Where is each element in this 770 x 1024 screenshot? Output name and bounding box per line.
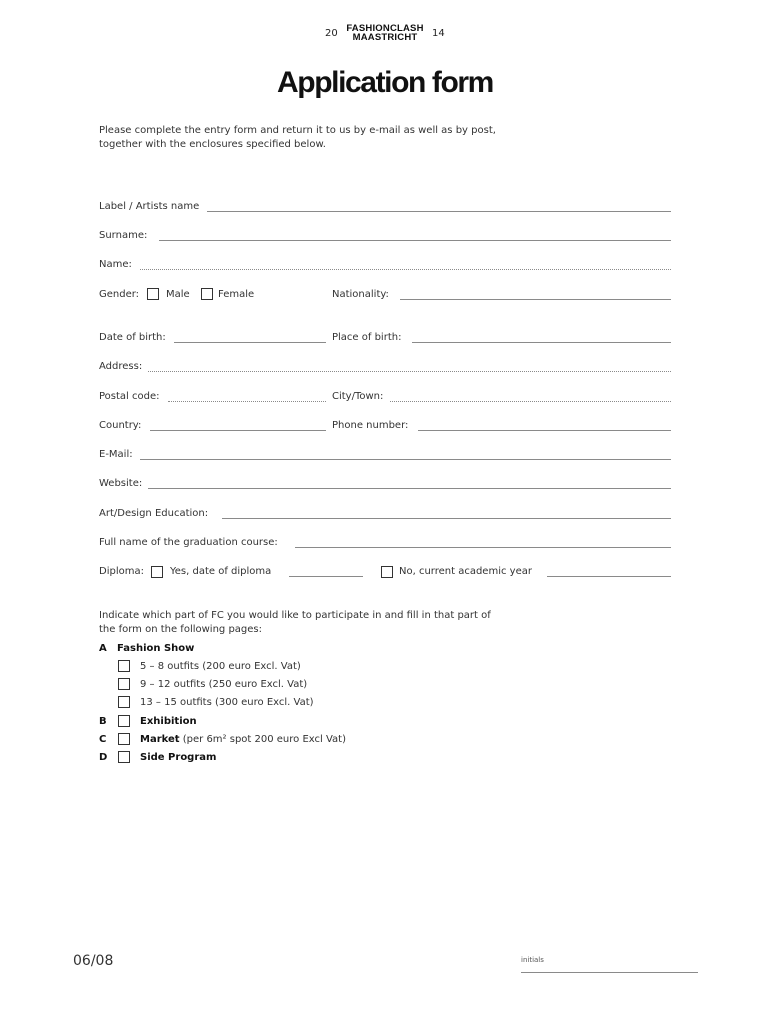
fashion-show-opt2-checkbox[interactable]	[118, 678, 130, 690]
option-b-letter: B	[99, 716, 107, 727]
art-design-education-field[interactable]	[222, 518, 671, 519]
participation-intro	[99, 609, 491, 637]
page-title: Application form	[277, 66, 493, 99]
option-a-letter: A	[99, 643, 107, 654]
fashion-show-opt3-label: 13 – 15 outfits (300 euro Excl. Vat)	[140, 697, 314, 708]
male-label: Male	[166, 289, 190, 300]
exhibition-label: Exhibition	[140, 716, 197, 727]
option-d-letter: D	[99, 752, 108, 763]
exhibition-checkbox[interactable]	[118, 715, 130, 727]
fashion-show-opt1-label: 5 – 8 outfits (200 euro Excl. Vat)	[140, 661, 301, 672]
male-checkbox[interactable]	[147, 288, 159, 300]
name-field[interactable]	[140, 269, 671, 270]
intro-line2: together with the enclosures specified below.	[99, 139, 326, 150]
nationality-field[interactable]	[400, 299, 671, 300]
market-detail: (per 6m² spot 200 euro Excl Vat)	[179, 734, 346, 745]
country-field[interactable]	[150, 430, 326, 431]
logo	[345, 24, 425, 42]
website-label: Website:	[99, 478, 143, 489]
art-design-education-label: Art/Design Education:	[99, 508, 209, 519]
postal-code-label: Postal code:	[99, 391, 160, 402]
address-label: Address:	[99, 361, 143, 372]
gender-label: Gender:	[99, 289, 140, 300]
phone-number-field[interactable]	[418, 430, 671, 431]
participation-intro-line1: Indicate which part of FC you would like to participate in and fill in that part of	[99, 610, 491, 621]
graduation-course-label: Full name of the graduation course:	[99, 537, 278, 548]
place-of-birth-label: Place of birth:	[332, 332, 402, 343]
address-field[interactable]	[148, 371, 671, 372]
diploma-no-checkbox[interactable]	[381, 566, 393, 578]
place-of-birth-field[interactable]	[412, 342, 671, 343]
option-c-letter: C	[99, 734, 107, 745]
surname-field[interactable]	[159, 240, 671, 241]
page-number: 06/08	[73, 953, 114, 969]
market-checkbox[interactable]	[118, 733, 130, 745]
participation-intro-line2: the form on the following pages:	[99, 624, 262, 635]
female-checkbox[interactable]	[201, 288, 213, 300]
website-field[interactable]	[148, 488, 671, 489]
city-town-field[interactable]	[390, 401, 671, 402]
graduation-course-field[interactable]	[295, 547, 671, 548]
intro-text	[99, 124, 496, 152]
diploma-label: Diploma:	[99, 566, 144, 577]
initials-field[interactable]	[521, 972, 698, 973]
logo-year-left: 20	[325, 28, 338, 39]
diploma-date-field[interactable]	[289, 576, 363, 577]
side-program-label: Side Program	[140, 752, 217, 763]
surname-label: Surname:	[99, 230, 148, 241]
female-label: Female	[218, 289, 255, 300]
diploma-yes-label: Yes, date of diploma	[170, 566, 272, 577]
fashion-show-opt2-label: 9 – 12 outfits (250 euro Excl. Vat)	[140, 679, 308, 690]
initials-label: initials	[521, 956, 544, 964]
fashion-show-title: Fashion Show	[117, 643, 195, 654]
academic-year-field[interactable]	[547, 576, 671, 577]
label-artists-label: Label / Artists name	[99, 201, 200, 212]
nationality-label: Nationality:	[332, 289, 389, 300]
logo-line2: MAASTRICHT	[352, 32, 418, 43]
logo-year-right: 14	[432, 28, 445, 39]
phone-number-label: Phone number:	[332, 420, 409, 431]
fashion-show-opt3-checkbox[interactable]	[118, 696, 130, 708]
label-artists-field[interactable]	[207, 211, 671, 212]
intro-line1: Please complete the entry form and return it to us by e-mail as well as by post,	[99, 125, 496, 136]
market-title: Market	[140, 734, 180, 745]
date-of-birth-field[interactable]	[174, 342, 326, 343]
name-label: Name:	[99, 259, 132, 270]
diploma-no-label: No, current academic year	[399, 566, 532, 577]
city-town-label: City/Town:	[332, 391, 384, 402]
country-label: Country:	[99, 420, 142, 431]
email-field[interactable]	[140, 459, 671, 460]
market-label	[140, 734, 346, 745]
side-program-checkbox[interactable]	[118, 751, 130, 763]
logo-line1: FASHIONCLASH	[346, 23, 424, 34]
email-label: E-Mail:	[99, 449, 133, 460]
postal-code-field[interactable]	[168, 401, 326, 402]
date-of-birth-label: Date of birth:	[99, 332, 166, 343]
diploma-yes-checkbox[interactable]	[151, 566, 163, 578]
fashion-show-opt1-checkbox[interactable]	[118, 660, 130, 672]
